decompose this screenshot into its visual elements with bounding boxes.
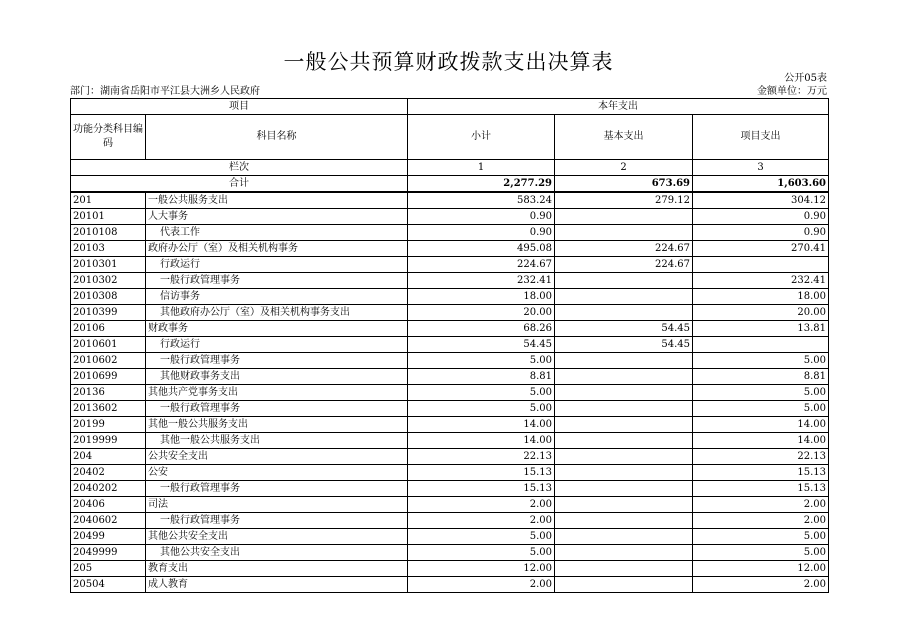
row-code: 2010308 [71,289,146,305]
total-basic: 673.69 [555,176,693,193]
row-code: 2049999 [71,545,146,561]
table-row [71,305,829,321]
row-subject-name: 一般行政管理事务 [146,273,408,289]
row-code: 2010399 [71,305,146,321]
row-subject-name: 公共安全支出 [146,449,408,465]
column-index-3: 3 [693,160,829,176]
header-subtotal: 小计 [408,115,555,160]
row-subtotal: 15.13 [408,465,555,481]
row-subject-name: 一般行政管理事务 [146,401,408,417]
unit-label: 金额单位：万元 [757,86,827,97]
department-label: 部门：湖南省岳阳市平江县大洲乡人民政府 [70,86,260,97]
row-basic [555,289,693,305]
row-code: 20136 [71,385,146,401]
row-subject-name: 成人教育 [146,577,408,593]
row-subtotal: 232.41 [408,273,555,289]
table-row [71,433,829,449]
column-label: 栏次 [71,160,408,176]
row-project: 15.13 [693,465,829,481]
row-basic [555,417,693,433]
row-subtotal: 583.24 [408,192,555,209]
row-project: 0.90 [693,225,829,241]
row-subtotal: 0.90 [408,225,555,241]
row-code: 20504 [71,577,146,593]
header-basic: 基本支出 [555,115,693,160]
row-subject-name: 其他政府办公厅（室）及相关机构事务支出 [146,305,408,321]
table-row [71,273,829,289]
row-subtotal: 22.13 [408,449,555,465]
row-subject-name: 行政运行 [146,337,408,353]
row-basic [555,561,693,577]
row-project [693,337,829,353]
row-subtotal: 68.26 [408,321,555,337]
row-project: 22.13 [693,449,829,465]
row-basic: 224.67 [555,241,693,257]
row-subtotal: 5.00 [408,545,555,561]
row-project: 2.00 [693,497,829,513]
row-subject-name: 其他共产党事务支出 [146,385,408,401]
row-project: 5.00 [693,353,829,369]
row-code: 2010301 [71,257,146,273]
row-project: 18.00 [693,289,829,305]
row-basic: 224.67 [555,257,693,273]
row-subject-name: 其他公共安全支出 [146,529,408,545]
row-code: 20106 [71,321,146,337]
table-row [71,369,829,385]
row-subject-name: 一般公共服务支出 [146,192,408,209]
table-row [71,209,829,225]
table-row [71,192,829,209]
row-basic [555,449,693,465]
row-subject-name: 其他一般公共服务支出 [146,417,408,433]
table-row [71,417,829,433]
row-subtotal: 18.00 [408,289,555,305]
row-subject-name: 信访事务 [146,289,408,305]
row-subtotal: 495.08 [408,241,555,257]
row-basic: 279.12 [555,192,693,209]
row-code: 20499 [71,529,146,545]
row-subtotal: 15.13 [408,481,555,497]
table-row [71,449,829,465]
row-project: 304.12 [693,192,829,209]
table-row [71,225,829,241]
row-code: 2040602 [71,513,146,529]
row-basic [555,401,693,417]
row-basic [555,481,693,497]
row-subject-name: 公安 [146,465,408,481]
header-row-2 [71,115,829,160]
expenditure-table [70,98,829,593]
row-basic [555,465,693,481]
row-code: 201 [71,192,146,209]
row-subtotal: 2.00 [408,497,555,513]
table-row [71,529,829,545]
row-basic [555,273,693,289]
column-index-1: 1 [408,160,555,176]
row-project: 5.00 [693,385,829,401]
row-code: 2010699 [71,369,146,385]
row-basic [555,497,693,513]
row-code: 2010108 [71,225,146,241]
total-label: 合计 [71,176,408,193]
row-basic [555,385,693,401]
row-project: 5.00 [693,529,829,545]
table-row [71,321,829,337]
row-basic [555,545,693,561]
row-basic [555,305,693,321]
row-subject-name: 行政运行 [146,257,408,273]
row-subtotal: 5.00 [408,529,555,545]
total-subtotal: 2,277.29 [408,176,555,193]
row-subtotal: 14.00 [408,433,555,449]
row-project: 20.00 [693,305,829,321]
row-subtotal: 0.90 [408,209,555,225]
row-subject-name: 一般行政管理事务 [146,353,408,369]
total-project: 1,603.60 [693,176,829,193]
row-code: 2010602 [71,353,146,369]
table-row [71,577,829,593]
row-basic [555,529,693,545]
header-project: 项目 [71,99,408,115]
column-index-row [71,160,829,176]
row-subtotal: 14.00 [408,417,555,433]
table-row [71,241,829,257]
row-code: 2040202 [71,481,146,497]
table-row [71,481,829,497]
form-code: 公开05表 [784,73,827,84]
row-subtotal: 5.00 [408,385,555,401]
header-row-1 [71,99,829,115]
row-code: 20199 [71,417,146,433]
row-subtotal: 20.00 [408,305,555,321]
row-project: 13.81 [693,321,829,337]
row-subject-name: 财政事务 [146,321,408,337]
row-project: 8.81 [693,369,829,385]
row-basic [555,369,693,385]
row-project: 14.00 [693,433,829,449]
row-code: 20406 [71,497,146,513]
row-subject-name: 一般行政管理事务 [146,481,408,497]
row-subject-name: 其他公共安全支出 [146,545,408,561]
row-code: 20103 [71,241,146,257]
table-row [71,353,829,369]
row-code: 20101 [71,209,146,225]
table-row [71,385,829,401]
row-subtotal: 2.00 [408,577,555,593]
row-subject-name: 其他一般公共服务支出 [146,433,408,449]
row-project: 2.00 [693,513,829,529]
row-subject-name: 教育支出 [146,561,408,577]
row-code: 2013602 [71,401,146,417]
row-project: 12.00 [693,561,829,577]
row-basic [555,433,693,449]
table-row [71,561,829,577]
page-title: 一般公共预算财政拨款支出决算表 [283,50,614,74]
row-code: 2010302 [71,273,146,289]
row-subject-name: 代表工作 [146,225,408,241]
row-subject-name: 司法 [146,497,408,513]
row-subtotal: 224.67 [408,257,555,273]
row-subtotal: 12.00 [408,561,555,577]
table-row [71,289,829,305]
row-project: 2.00 [693,577,829,593]
row-basic [555,353,693,369]
row-code: 2010601 [71,337,146,353]
row-subject-name: 一般行政管理事务 [146,513,408,529]
header-func-code: 功能分类科目编码 [71,115,146,160]
row-subtotal: 8.81 [408,369,555,385]
row-code: 2019999 [71,433,146,449]
row-project: 14.00 [693,417,829,433]
row-basic [555,225,693,241]
row-code: 205 [71,561,146,577]
row-project: 232.41 [693,273,829,289]
row-project: 270.41 [693,241,829,257]
table-row [71,257,829,273]
row-basic [555,577,693,593]
row-subtotal: 5.00 [408,353,555,369]
row-subject-name: 人大事务 [146,209,408,225]
row-subtotal: 5.00 [408,401,555,417]
table-row [71,337,829,353]
row-subtotal: 54.45 [408,337,555,353]
table-row [71,513,829,529]
row-project: 5.00 [693,545,829,561]
row-basic [555,513,693,529]
total-row [71,176,829,193]
table-row [71,401,829,417]
table-row [71,497,829,513]
header-current-year: 本年支出 [408,99,829,115]
row-basic: 54.45 [555,337,693,353]
row-basic [555,209,693,225]
row-project: 15.13 [693,481,829,497]
column-index-2: 2 [555,160,693,176]
row-project [693,257,829,273]
row-basic: 54.45 [555,321,693,337]
row-subject-name: 其他财政事务支出 [146,369,408,385]
header-project-exp: 项目支出 [693,115,829,160]
table-row [71,465,829,481]
row-subtotal: 2.00 [408,513,555,529]
row-project: 5.00 [693,401,829,417]
row-code: 20402 [71,465,146,481]
header-subject-name: 科目名称 [146,115,408,160]
row-code: 204 [71,449,146,465]
row-subject-name: 政府办公厅（室）及相关机构事务 [146,241,408,257]
row-project: 0.90 [693,209,829,225]
table-row [71,545,829,561]
